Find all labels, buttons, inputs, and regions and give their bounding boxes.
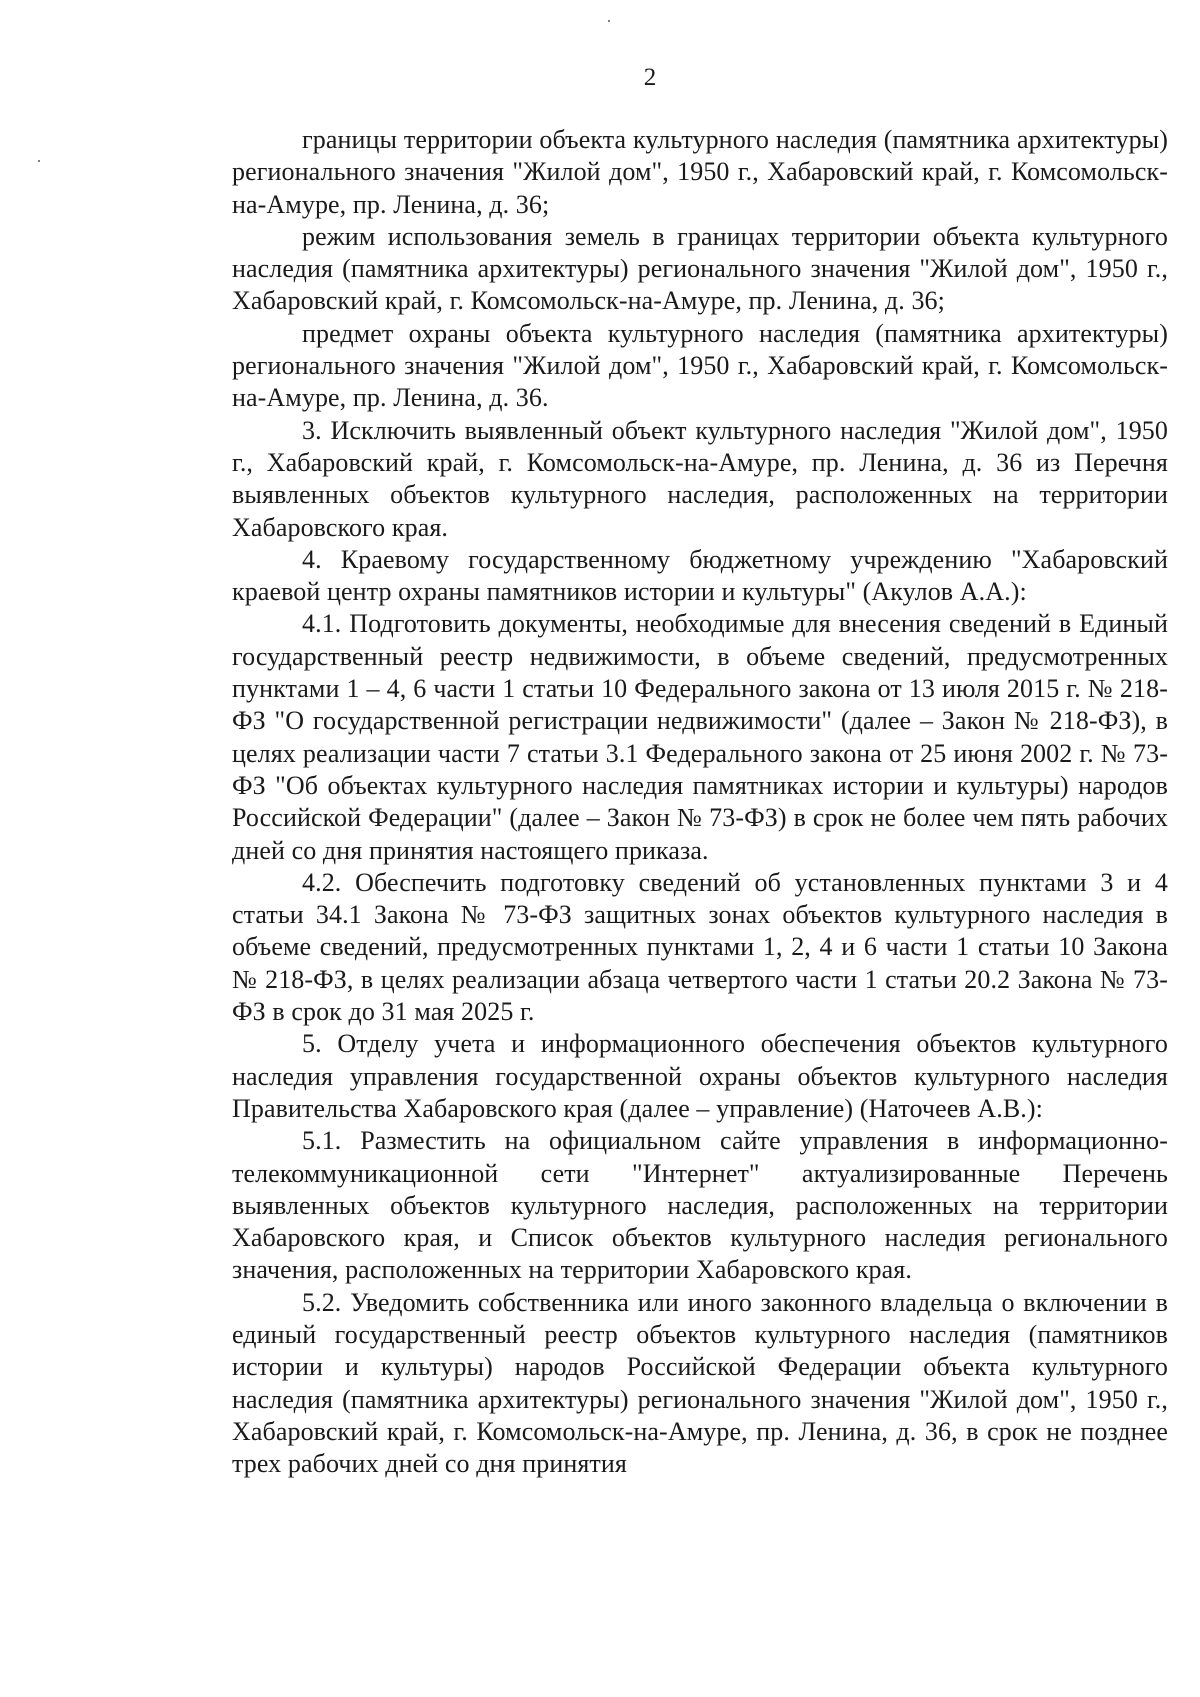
document-body <box>232 124 1168 1480</box>
paragraph-item-4-1: 4.1. Подготовить документы, необходимые для внесения сведений в Единый государственный реестр недвижимости, в объеме сведений, предусмотренных пунктами 1 – 4, 6 части 1 статьи 10 Федерального закона от 13 июля 2015 г. № 218-ФЗ "О государственной регистрации недвижимости" (далее – Закон № 218-ФЗ), в целях реализации части 7 статьи 3.1 Федерального закона от 25 июня 2002 г. № 73-ФЗ "Об объектах культурного наследия памятниках истории и культуры) народов Российской Федерации" (далее – Закон № 73-ФЗ) в срок не более чем пять рабочих дней со дня принятия настоящего приказа. <box>232 609 1168 865</box>
paragraph-item-5: 5. Отделу учета и информационного обеспечения объектов культурного наследия управления государственной охраны объектов культурного наследия Правительства Хабаровского края (далее – управление) (Наточеев А.В.): <box>232 1029 1168 1123</box>
paragraph-item-4-2: 4.2. Обеспечить подготовку сведений об установленных пунктами 3 и 4 статьи 34.1 Закона № 73-ФЗ защитных зонах объектов культурного наследия в объеме сведений, предусмотренных пунктами 1, 2, 4 и 6 части 1 статьи 10 Закона № 218-ФЗ, в целях реализации абзаца четвертого части 1 статьи 20.2 Закона № 73-ФЗ в срок до 31 мая 2025 г. <box>232 867 1168 1027</box>
paragraph-item-4: 4. Краевому государственному бюджетному учреждению "Хабаровский краевой центр охраны памятников истории и культуры" (Акулов А.А.): <box>232 544 1168 607</box>
paragraph-territory-boundaries: границы территории объекта культурного наследия (памятника архитектуры) регионального значения "Жилой дом", 1950 г., Хабаровский край, г. Комсомольск-на-Амуре, пр. Ленина, д. 36; <box>232 125 1168 219</box>
paragraph-protection-subject: предмет охраны объекта культурного наследия (памятника архитектуры) регионального значения "Жилой дом", 1950 г., Хабаровский край, г. Комсомольск-на-Амуре, пр. Ленина, д. 36. <box>232 318 1168 413</box>
scan-speck <box>608 20 610 22</box>
paragraph-land-use-regime: режим использования земель в границах территории объекта культурного наследия (памятника архитектуры) регионального значения "Жилой дом", 1950 г., Хабаровский край, г. Комсомольск-на-Амуре, пр. Ленина, д. 36; <box>232 221 1168 316</box>
paragraph-item-5-2: 5.2. Уведомить собственника или иного законного владельца о включении в единый государственный реестр объектов культурного наследия (памятников истории и культуры) народов Российской Федерации объекта культурного наследия (памятника архитектуры) регионального значения "Жилой дом", 1950 г., Хабаровский край, г. Комсомольск-на-Амуре, пр. Ленина, д. 36, в срок не позднее трех рабочих дней со дня принятия <box>232 1287 1168 1479</box>
page-number: 2 <box>643 64 657 91</box>
paragraph-item-3: 3. Исключить выявленный объект культурного наследия "Жилой дом", 1950 г., Хабаровский край, г. Комсомольск-на-Амуре, пр. Ленина, д. 36 из Перечня выявленных объектов культурного наследия, расположенных на территории Хабаровского края. <box>232 415 1168 542</box>
paragraph-item-5-1: 5.1. Разместить на официальном сайте управления в информационно-телекоммуникационной сети "Интернет" актуализированные Перечень выявленных объектов культурного наследия, расположенных на территории Хабаровского края, и Список объектов культурного наследия регионального значения, расположенных на территории Хабаровского края. <box>232 1126 1168 1285</box>
scan-speck <box>38 160 40 162</box>
